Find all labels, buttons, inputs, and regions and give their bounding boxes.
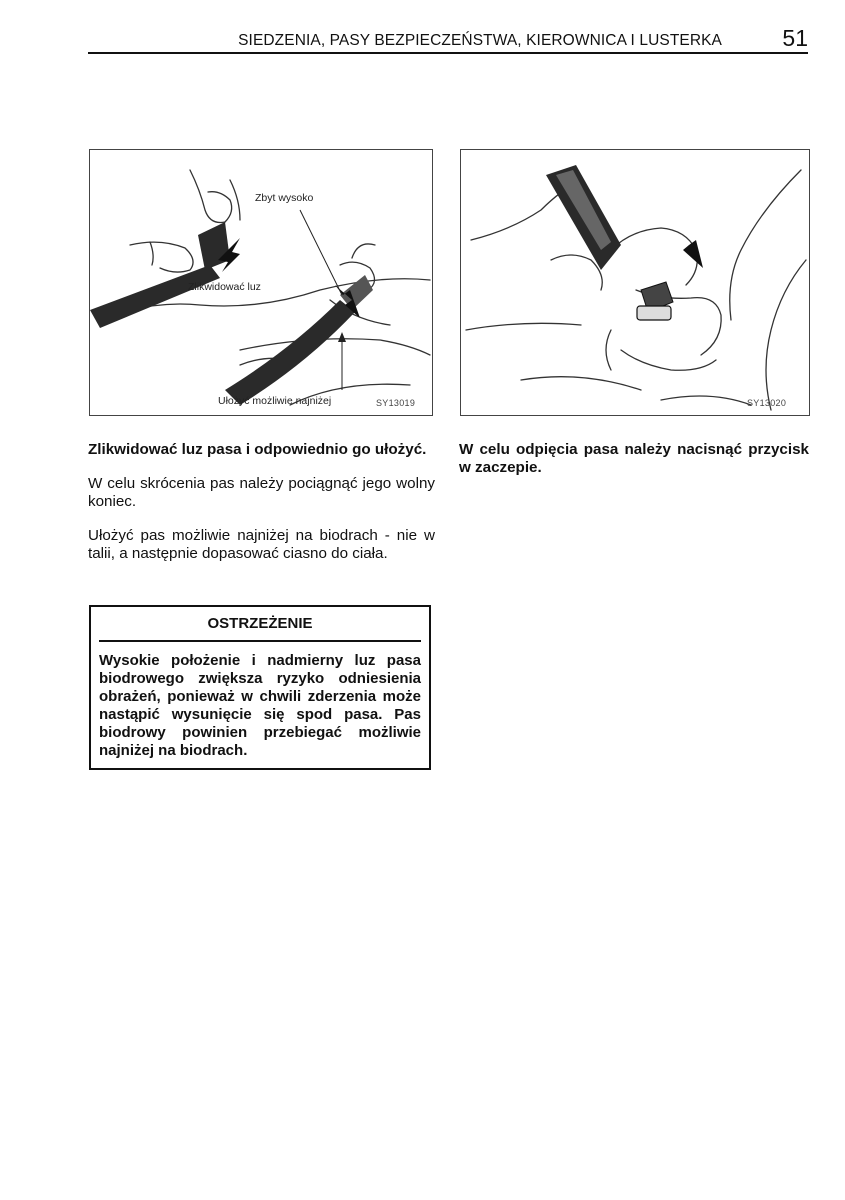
warning-text: Wysokie położenie i nadmierny luz pasa biodrowego zwiększa ryzyko odniesienia obrażeń, ponieważ w chwili zderzenia może nastąpić wysunięcie się spod pasa. Pas biodrowy powinien przebiegać możliwie najniżej na biodrach. (99, 652, 421, 759)
paragraph: Ułożyć pas możliwie najniżej na biodrach - nie w talii, a następnie dopasować ciasno do ciała. (88, 527, 435, 562)
buckle-release-illustration (461, 150, 809, 415)
belt-adjust-illustration (90, 150, 432, 415)
label-position-low: Ułożyć możliwie najniżej (218, 395, 332, 407)
figure-code: SY13020 (747, 398, 787, 408)
section-title: SIEDZENIA, PASY BEZPIECZEŃSTWA, KIEROWNICA I LUSTERKA (238, 32, 722, 49)
label-remove-slack: Zlikwidować luz (188, 281, 261, 293)
section-heading: W celu odpięcia pasa należy nacisnąć przycisk w zaczepie. (459, 441, 809, 476)
page-header (88, 22, 808, 54)
page-number: 51 (782, 25, 808, 51)
left-column (88, 441, 435, 579)
figure-adjust-lap-belt (89, 149, 433, 416)
warning-title: OSTRZEŻENIE (99, 615, 421, 642)
section-heading: Zlikwidować luz pasa i odpowiednio go ułożyć. (88, 441, 427, 458)
figure-code: SY13019 (376, 398, 416, 408)
figure-release-buckle (460, 149, 810, 416)
right-column (459, 441, 809, 493)
warning-box (89, 605, 431, 770)
paragraph: W celu skrócenia pas należy pociągnąć jego wolny koniec. (88, 475, 435, 510)
label-too-high: Zbyt wysoko (255, 192, 314, 204)
